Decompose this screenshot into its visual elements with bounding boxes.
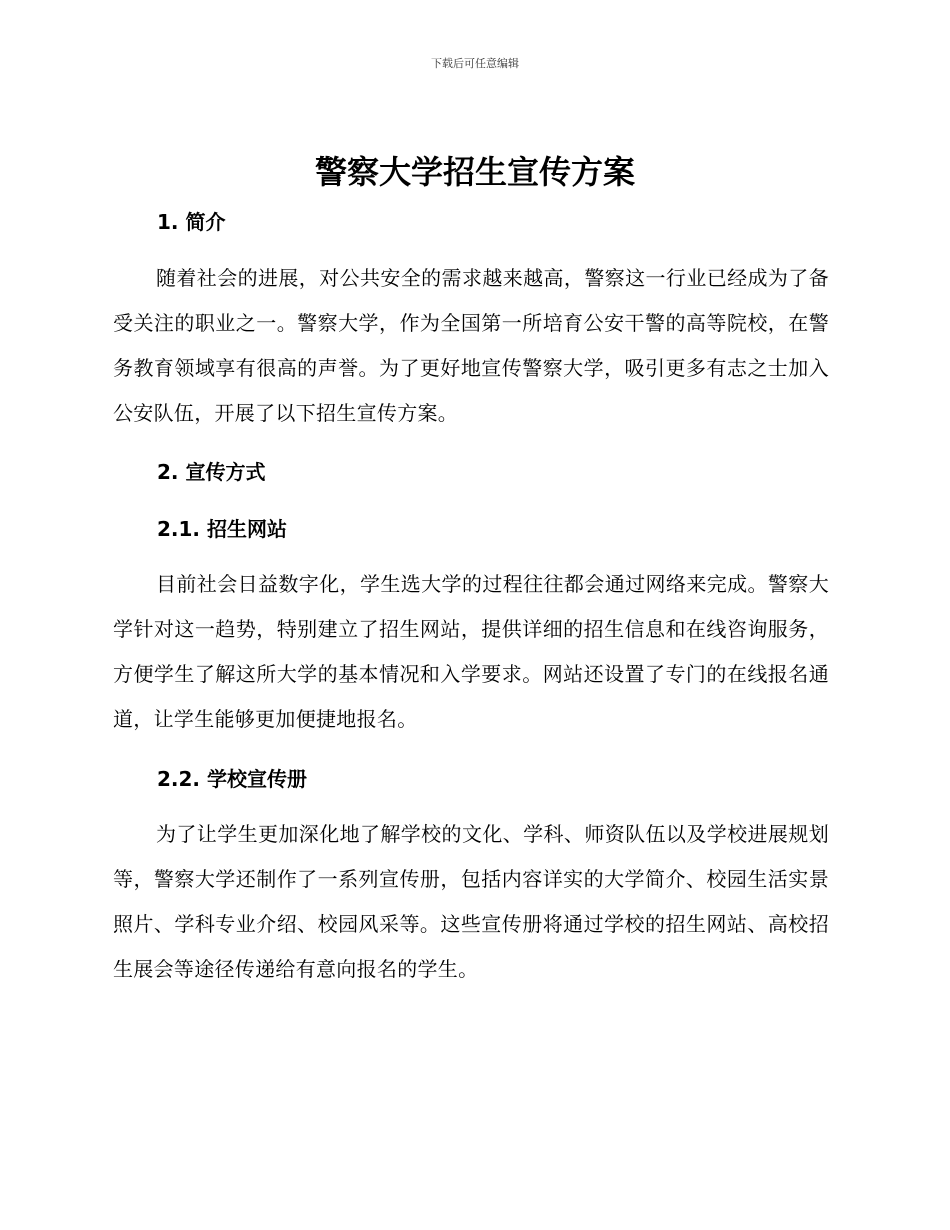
section-heading-website: 2.1. 招生网站 [157,517,287,541]
section-heading-brochure: 2.2. 学校宣传册 [157,767,307,791]
section-heading-intro: 1. 简介 [157,210,226,234]
document-title: 警察大学招生宣传方案 [314,153,635,191]
section-heading-methods: 2. 宣传方式 [157,460,266,484]
page-header-note: 下载后可任意编辑 [431,57,519,70]
paragraph-website: 目前社会日益数字化，学生选大学的过程往往都会通过网络来完成。警察大学针对这一趋势，特别建立了招生网站，提供详细的招生信息和在线咨询服务，方便学生了解这所大学的基本情况和入学要求。网站还设置了专门的在线报名通道，让学生能够更加便捷地报名。 [113,572,829,731]
paragraph-brochure: 为了让学生更加深化地了解学校的文化、学科、师资队伍以及学校进展规划等，警察大学还制作了一系列宣传册，包括内容详实的大学简介、校园生活实景照片、学科专业介绍、校园风采等。这些宣传册将通过学校的招生网站、高校招生展会等途径传递给有意向报名的学生。 [113,822,829,981]
paragraph-intro: 随着社会的进展，对公共安全的需求越来越高，警察这一行业已经成为了备受关注的职业之一。警察大学，作为全国第一所培育公安干警的高等院校，在警务教育领域享有很高的声誉。为了更好地宣传警察大学，吸引更多有志之士加入公安队伍，开展了以下招生宣传方案。 [113,266,829,425]
